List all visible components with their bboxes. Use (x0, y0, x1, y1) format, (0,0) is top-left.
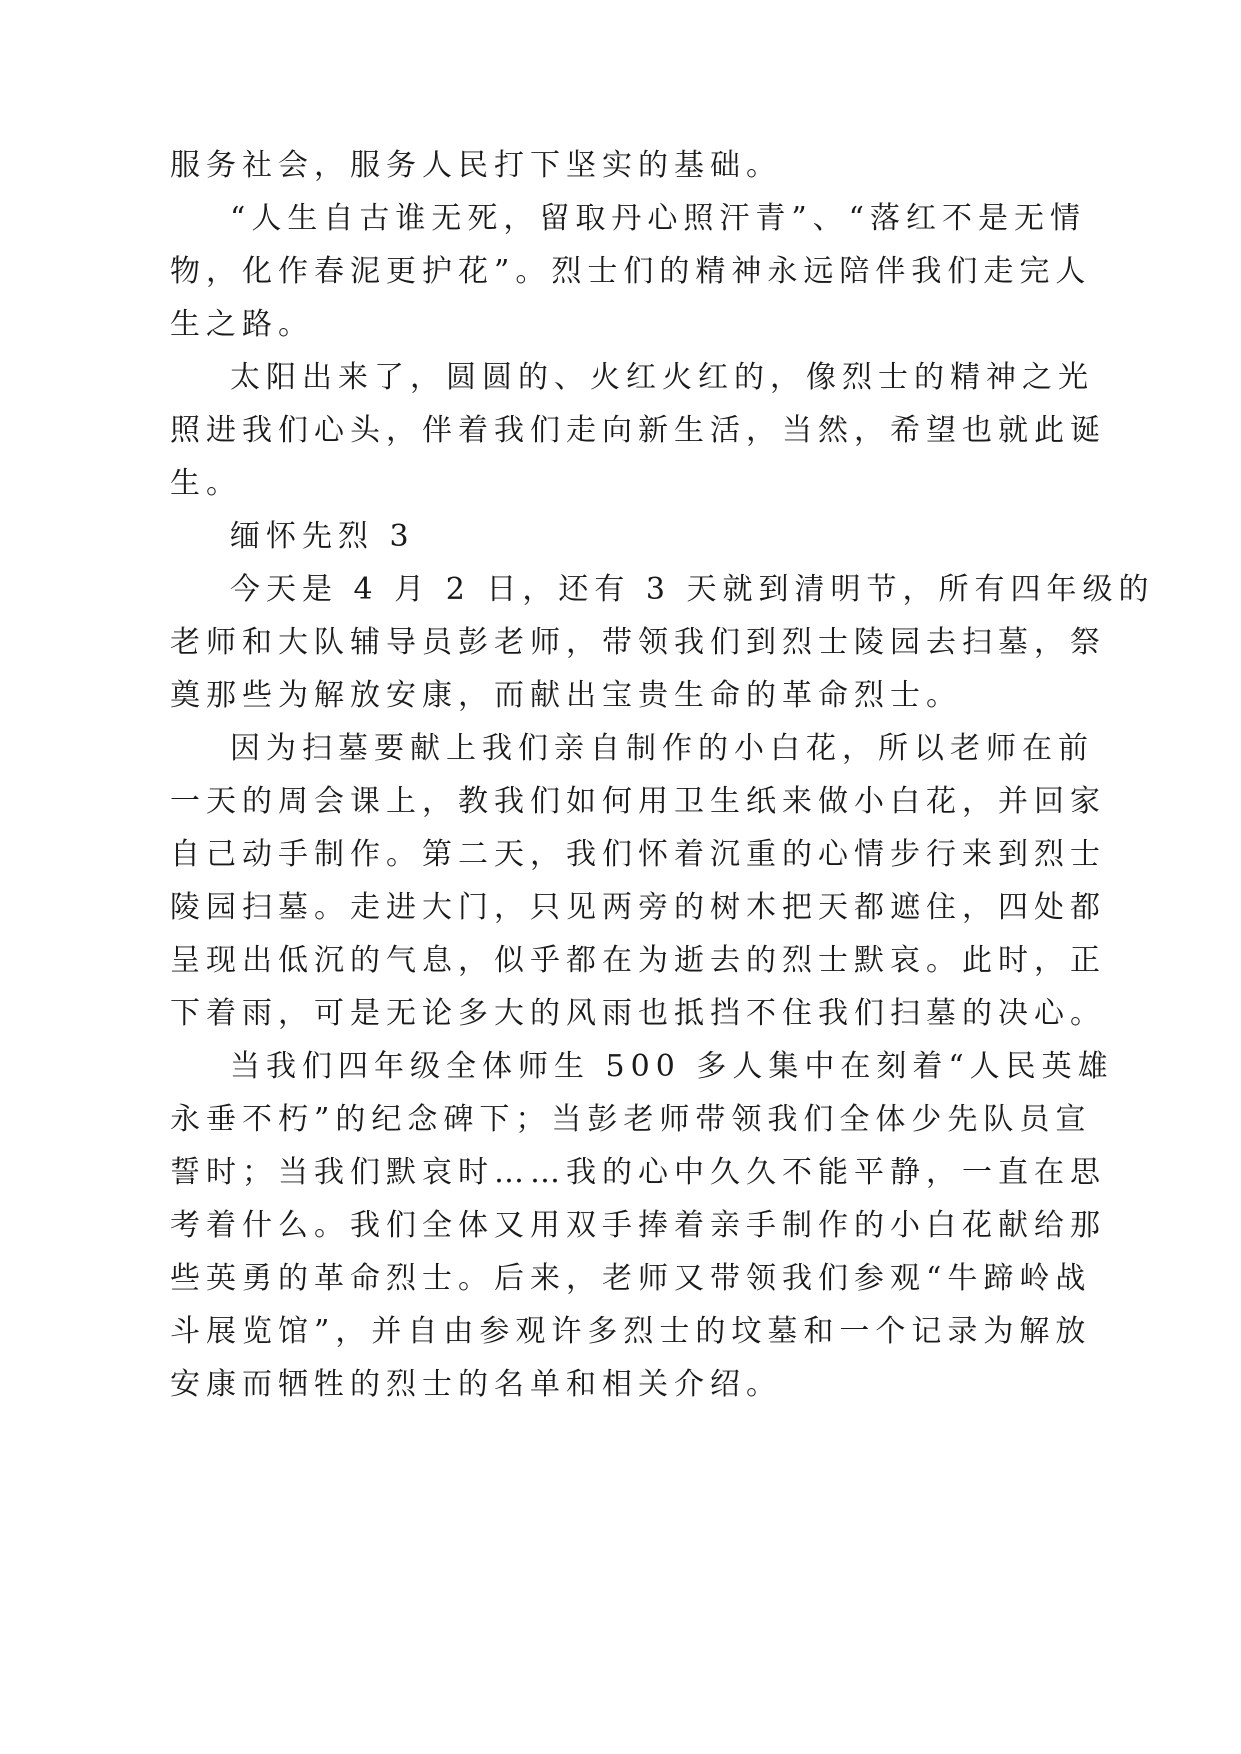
text-line: 太阳出来了，圆圆的、火红火红的，像烈士的精神之光 (230, 360, 1094, 395)
text-line: 奠那些为解放安康，而献出宝贵生命的革命烈士。 (170, 678, 962, 713)
text-line: 当我们四年级全体师生 500 多人集中在刻着“人民英雄 (230, 1049, 1114, 1084)
text-line: 生。 (170, 466, 242, 501)
text-line: 老师和大队辅导员彭老师，带领我们到烈士陵园去扫墓，祭 (170, 625, 1106, 660)
text-line: 考着什么。我们全体又用双手捧着亲手制作的小白花献给那 (170, 1208, 1106, 1243)
text-line: 今天是 4 月 2 日，还有 3 天就到清明节，所有四年级的 (230, 572, 1155, 607)
text-line: 呈现出低沉的气息，似乎都在为逝去的烈士默哀。此时，正 (170, 943, 1106, 978)
text-line: 安康而牺牲的烈士的名单和相关介绍。 (170, 1367, 782, 1402)
text-line: 服务社会，服务人民打下坚实的基础。 (170, 148, 782, 183)
text-line: “人生自古谁无死，留取丹心照汗青”、“落红不是无情 (230, 201, 1087, 236)
text-line: 些英勇的革命烈士。后来，老师又带领我们参观“牛蹄岭战 (170, 1261, 1092, 1296)
text-line: 照进我们心头，伴着我们走向新生活，当然，希望也就此诞 (170, 413, 1106, 448)
text-line: 一天的周会课上，教我们如何用卫生纸来做小白花，并回家 (170, 784, 1106, 819)
text-line: 自己动手制作。第二天，我们怀着沉重的心情步行来到烈士 (170, 837, 1106, 872)
text-line: 物，化作春泥更护花”。烈士们的精神永远陪伴我们走完人 (170, 254, 1092, 289)
text-line: 生之路。 (170, 307, 314, 342)
section-heading: 缅怀先烈 3 (230, 519, 415, 554)
text-line: 陵园扫墓。走进大门，只见两旁的树木把天都遮住，四处都 (170, 890, 1106, 925)
text-line: 斗展览馆”，并自由参观许多烈士的坟墓和一个记录为解放 (170, 1314, 1092, 1349)
text-line: 誓时；当我们默哀时……我的心中久久不能平静，一直在思 (170, 1155, 1106, 1190)
text-line: 下着雨，可是无论多大的风雨也抵挡不住我们扫墓的决心。 (170, 996, 1106, 1031)
text-line: 因为扫墓要献上我们亲自制作的小白花，所以老师在前 (230, 731, 1094, 766)
text-line: 永垂不朽”的纪念碑下；当彭老师带领我们全体少先队员宣 (170, 1102, 1092, 1137)
